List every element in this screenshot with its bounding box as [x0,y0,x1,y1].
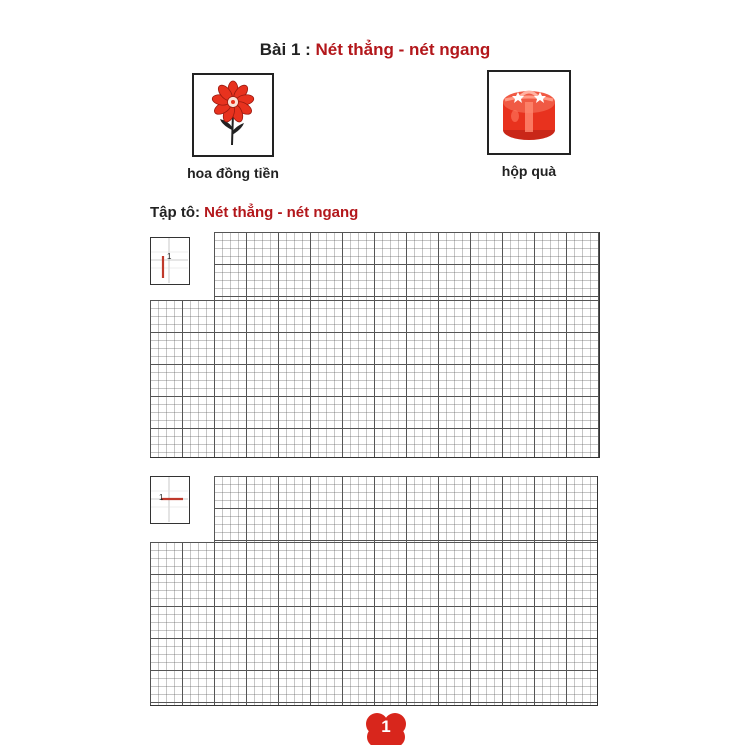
sample-box-vertical [150,237,190,285]
sample-box-horizontal [150,476,190,524]
gift-picture-frame [487,70,571,155]
sample-label: 1 [159,493,164,502]
practice-grid-main-2[interactable] [150,542,598,706]
lesson-title [0,40,750,60]
page-number: 1 [381,717,391,736]
horizontal-stroke-sample-icon [151,477,188,522]
lesson-title-text: Nét thẳng - nét ngang [315,40,491,59]
flower-caption: hoa đồng tiền [187,165,279,181]
gift-caption: hộp quà [501,163,557,179]
practice-grid-top-2[interactable] [214,476,598,544]
gerbera-flower-icon [194,75,272,155]
sample-label: 1 [167,252,172,261]
lesson-prefix: Bài 1 : [259,40,316,59]
practice-title-text: Nét thẳng - nét ngang [204,204,359,221]
practice-grid-main-1[interactable] [150,300,600,458]
practice-grid-top-1[interactable] [214,232,600,302]
flower-picture-frame [192,73,274,157]
gift-box-icon [489,72,569,153]
page-number-badge [364,711,408,745]
practice-prefix: Tập tô: [150,204,205,221]
practice-title [150,204,358,221]
